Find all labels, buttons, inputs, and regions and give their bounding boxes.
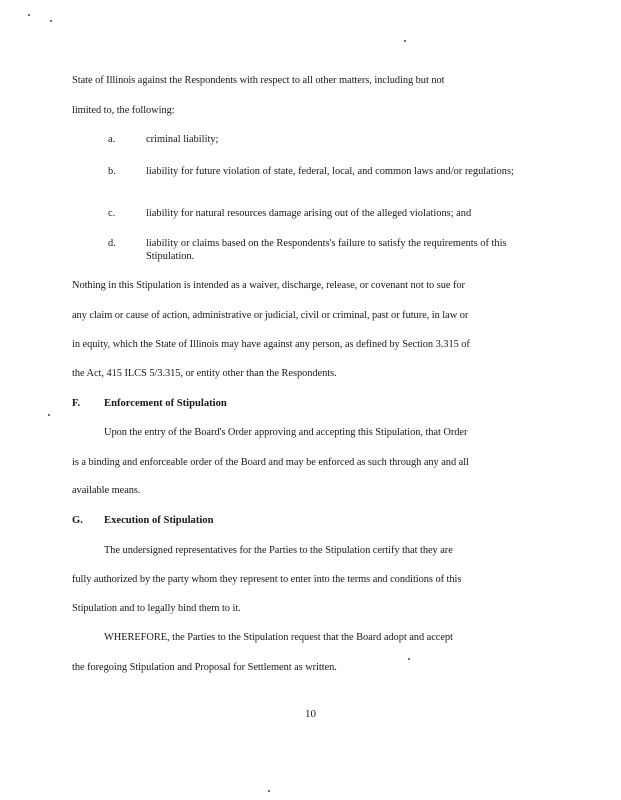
nothing-line-2: any claim or cause of action, administrative or judicial, civil or criminal, past or future, in law or — [72, 310, 469, 321]
scan-speck — [50, 20, 52, 22]
list-item-text: liability for future violation of state, federal, local, and common laws and/or regulations; — [146, 166, 514, 177]
list-item-label: c. — [108, 208, 116, 219]
scan-speck — [404, 40, 406, 42]
section-f-title: Enforcement of Stipulation — [104, 398, 227, 409]
wherefore-line-1: WHEREFORE, the Parties to the Stipulation request that the Board adopt and accept — [104, 632, 453, 643]
section-g-line-1: The undersigned representatives for the Parties to the Stipulation certify that they are — [104, 545, 453, 556]
section-g-line-3: Stipulation and to legally bind them to it. — [72, 603, 241, 614]
list-item-label: d. — [108, 238, 116, 249]
wherefore-line-2: the foregoing Stipulation and Proposal for Settlement as written. — [72, 662, 337, 673]
list-item-label: a. — [108, 134, 116, 145]
nothing-line-4: the Act, 415 ILCS 5/3.315, or entity other than the Respondents. — [72, 368, 337, 379]
section-f-line-3: available means. — [72, 485, 141, 496]
section-g-letter: G. — [72, 515, 83, 526]
continuation-line-2: limited to, the following: — [72, 105, 175, 116]
nothing-line-1: Nothing in this Stipulation is intended as a waiver, discharge, release, or covenant not to sue for — [72, 280, 465, 291]
nothing-line-3: in equity, which the State of Illinois may have against any person, as defined by Section 3.315 of — [72, 339, 470, 350]
section-f-line-1: Upon the entry of the Board's Order approving and accepting this Stipulation, that Order — [104, 427, 468, 438]
list-item-text: criminal liability; — [146, 134, 219, 145]
page-number: 10 — [305, 708, 316, 720]
section-f-letter: F. — [72, 398, 81, 409]
section-f-line-2: is a binding and enforceable order of the Board and may be enforced as such through any and all — [72, 457, 469, 468]
scan-speck — [408, 658, 410, 660]
list-item-text: liability for natural resources damage arising out of the alleged violations; and — [146, 208, 472, 219]
scan-speck — [48, 414, 50, 416]
scan-speck — [268, 790, 270, 792]
scan-speck — [28, 14, 30, 16]
continuation-line-1: State of Illinois against the Respondents with respect to all other matters, including but not — [72, 75, 445, 86]
list-item-label: b. — [108, 166, 116, 177]
section-g-title: Execution of Stipulation — [104, 515, 214, 526]
section-g-line-2: fully authorized by the party whom they represent to enter into the terms and conditions of this — [72, 574, 462, 585]
list-item-text: liability or claims based on the Respondents's failure to satisfy the requirements of this Stipulation. — [146, 238, 507, 262]
